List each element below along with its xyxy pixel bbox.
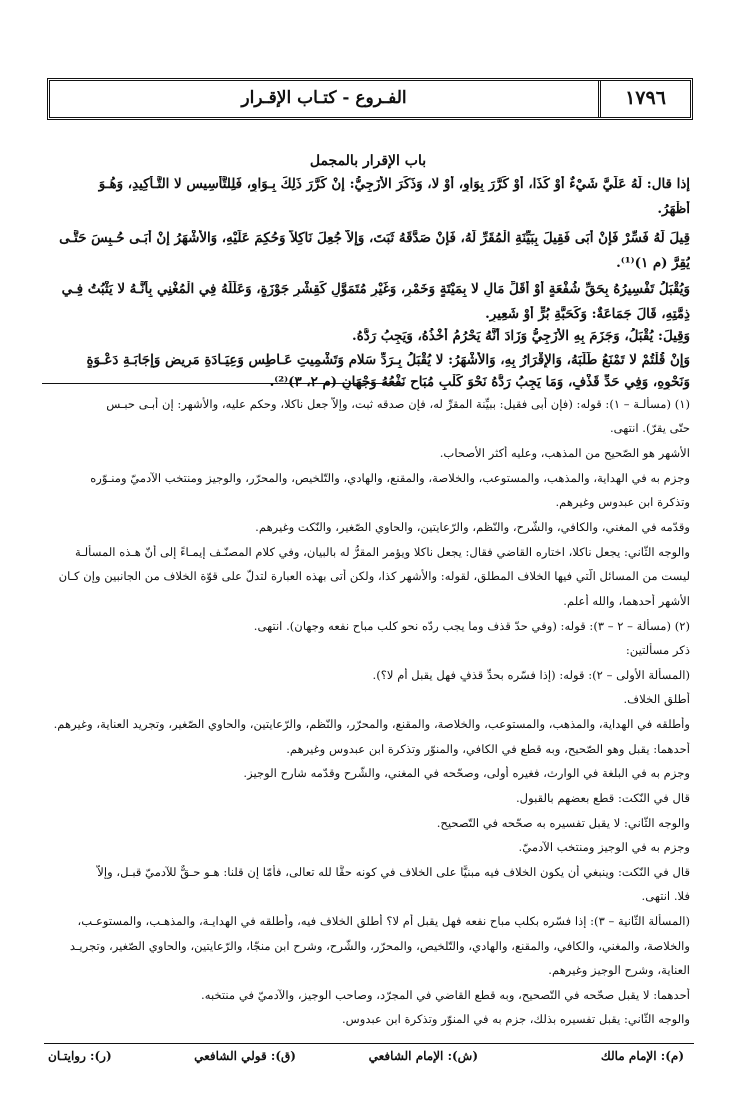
footnote-line: وتذكرة ابن عبدوس وغيرهم.: [555, 495, 690, 509]
footnote-line: ليست من المسائل الّتي فيها الخلاف المطلق، لقوله: والأشهر كذا، ولكن أتى بهذه العبارة لتدلّ على قوّة الخلاف من الجانبين وإن كـان: [58, 569, 690, 583]
abbrev-shafii-two-opinions: (ق): قولي الشافعي: [194, 1049, 296, 1063]
footnote-line: وجزم به في الهداية، والمذهب، والمستوعب، والخلاصة، والمقنع، والهادي، والتّلخيص، والمحرّر، والوجيز ومنتخب الآدميّ ومنـوّره: [90, 471, 690, 485]
footnote-line: العناية، وشرح الوجيز وغيرهم.: [548, 963, 690, 977]
chapter-title: باب الإقرار بالمجمل: [309, 153, 427, 169]
footnote-line: ذكر مسألتين:: [625, 643, 690, 657]
main-text-line: قِيلَ لَهُ فَسِّرْ فَإِنْ أَبَى فَقِيلَ بِبَيِّنَةِ الْمُقَرِّ لَهُ، فَإِنْ صَدَّقَهُ ثَبَتَ، وَإِلاَّ جُعِلَ نَاكِلاً وَحُكِمَ عَلَيْهِ، وَالأَشْهَرُ إنْ أَبَـى حُـبِسَ حَتَّـى: [59, 230, 690, 246]
abbrev-malik: (م): الإمام مالك: [600, 1049, 684, 1063]
main-text-line: يُقِرَّ (م ١)⁽¹⁾.: [616, 255, 690, 271]
footnote-line: والوجه الثّاني: يقبل تفسيره بذلك، جزم به في المنوّر وتذكرة ابن عبدوس.: [341, 1012, 690, 1026]
main-text-line: وَإِنْ قُلْتُمْ لا تَمْنَعُ طَلَبَهُ، وَالإِقْرَارُ بِهِ، وَالأَشْهَرُ: لا يُقْبَلُ بِـرَدِّ سَلامٍ وَتَشْمِيتِ عَـاطِسٍ وَعِيَـادَةِ مَرِيضٍ وَإِجَابَـةِ دَعْـوَةٍ: [86, 352, 690, 368]
main-text-line: أَظْهَرُ.: [657, 201, 690, 217]
footnote-line: الأشهر هو الصّحيح من المذهب، وعليه أكثر الأصحاب.: [439, 446, 690, 460]
main-text-line: وَقِيلَ: يُقْبَلُ، وَجَزَمَ بِهِ الأَزَجِيُّ وَزَادَ أَنَّهُ يَحْرُمُ أَخْذُهُ، وَيَجِبُ رَدُّهُ.: [352, 328, 690, 344]
main-text-line: إذا قال: لَهُ عَلَيَّ شَيْءٌ أَوْ كَذَا، أَوْ كَرَّرَ بِوَاوٍ، أَوْ لا، وَذَكَرَ الأَزَجِيُّ: إنْ كَرَّرَ ذَلِكَ بِـوَاوٍ، فَلِلتَّأْسِيسِ لا التَّـأْكِيدِ، وَهُـوَ: [98, 176, 690, 192]
footnote-line: والخلاصة، والمغني، والكافي، والمقنع، والهادي، والتّلخيص، والمحرّر، والشّرح، وشرح ابن منجّا، والرّعايتين، والحاوي الصّغير، وتجريـد: [69, 939, 690, 953]
footnote-line: والوجه الثّاني: لا يقبل تفسيره به صحّحه في التّصحيح.: [436, 816, 690, 830]
footnote-line: أحدهما: يقبل وهو الصّحيح، وبه قطع في الكافي، والمنوّر وتذكرة ابن عبدوس وغيرهم.: [286, 742, 690, 756]
footnote-line: (٢) (مسألة – ٢ – ٣): قوله: (وفي حدّ قذف وما يجب ردّه نحو كلب مباح نفعه وجهان). انتهى.: [253, 619, 690, 633]
page-header: [47, 78, 693, 120]
footnote-line: الأشهر أحدهما، والله أعلم.: [563, 594, 690, 608]
page-number: ١٧٩٦: [598, 81, 690, 117]
footnote-line: وأطلقه في الهداية، والمذهب، والمستوعب، والخلاصة، والمقنع، والمحرّر، والنّظم، والرّعايتين، والحاوي الصّغير، وتجريد العناية، وغيرهم.: [53, 717, 690, 731]
footnote-line: وجزم به في الوجيز ومنتخب الآدميّ.: [518, 840, 690, 854]
footnote-line: وقدّمه في المغني، والكافي، والشّرح، والنّظم، والرّعايتين، والحاوي الصّغير، والنّكت وغيرهم.: [255, 520, 690, 534]
footnote-line: حتّى يقرّ). انتهى.: [609, 421, 690, 435]
footnote-line: وجزم به في البلغة في الوارث، فغيره أولى، وصحّحه في المغني، والشّرح وقدّمه شارح الوجيز.: [243, 766, 690, 780]
footnote-line: أحدهما: لا يقبل صحّحه في التّصحيح، وبه قطع القاضي في المجرّد، وصاحب الوجيز، والآدميّ في منتخبه.: [201, 988, 690, 1002]
footnote-line: (١) (مسألـة – ١): قوله: (فإن أبى فقيل: ببيِّنة المقرِّ له، فإن صدقه ثبت، وإلاّ جعل ناكلا، وحكم عليه، والأشهر: إن أبـى حبـس: [106, 397, 690, 411]
main-text-line: وَيُقْبَلُ تَفْسِيرُهُ بِحَقِّ شُفْعَةٍ أَوْ أَقَلِّ مَالٍ لا بِمَيْتَةٍ وَخَمْرٍ، وَغَيْرِ مُتَمَوَّلٍ كَقِشْرِ جَوْزَةٍ، وَعَلَّلَهُ فِي الْمُغْنِي بِأَنَّـهُ لا يَثْبُتُ فِـي: [61, 281, 690, 297]
footnote-line: فلا. انتهى.: [641, 889, 690, 903]
footer-divider: [44, 1043, 694, 1044]
footnote-line: (المسألة الأولى – ٢): قوله: (إذا فسّره بحدِّ قذفٍ فهل يقبل أم لا؟).: [372, 668, 690, 682]
running-title: الفـروع - كتـاب الإقـرار: [241, 88, 407, 108]
footnote-line: أطلق الخلاف.: [623, 692, 690, 706]
footnote-divider: [42, 383, 404, 384]
main-text-line: وَنَحْوِهِ، وَفِي حَدِّ قَذْفٍ، وَمَا يَجِبُ رَدُّهُ نَحْوَ كَلْبٍ مُبَاحٍ نَفْعُهُ وَجْهَانِ (م ٢، ٣)⁽²⁾.: [269, 374, 690, 390]
footnote-line: قال في النّكت: وينبغي أن يكون الخلاف فيه مبنيًّا على الخلاف في كونه حقًّا لله تعالى، فأمّا إن قلنا: هـو حـقٌّ للآدميّ قبـل، وإلاّ: [97, 865, 690, 879]
abbrev-two-narrations: (ر): روايتـان: [48, 1049, 112, 1063]
footnote-line: والوجه الثّاني: يجعل ناكلا، اختاره القاضي فقال: يجعل ناكلا ويؤمر المقرُّ له بالبيان، وفي كلام المصنّـف إيمـاءً إلى أنّ هـذه المسألـة: [75, 545, 690, 559]
footnote-line: قال في النّكت: قطع بعضهم بالقبول.: [516, 791, 690, 805]
abbrev-shafii: (ش): الإمام الشافعي: [368, 1049, 478, 1063]
main-text-line: ذِمَّتِهِ، قَالَ جَمَاعَةٌ: وَكَحَبَّةِ بُرٍّ أَوْ شَعِيرٍ.: [485, 306, 690, 322]
footnote-line: (المسألة الثّانية – ٣): إذا فسّره بكلبٍ مباحٍ نفعه فهل يقبل أم لا؟ أطلق الخلاف فيه، وأطلقه في الهدايـة، والمذهـب، والمستوعـب،: [77, 914, 690, 928]
